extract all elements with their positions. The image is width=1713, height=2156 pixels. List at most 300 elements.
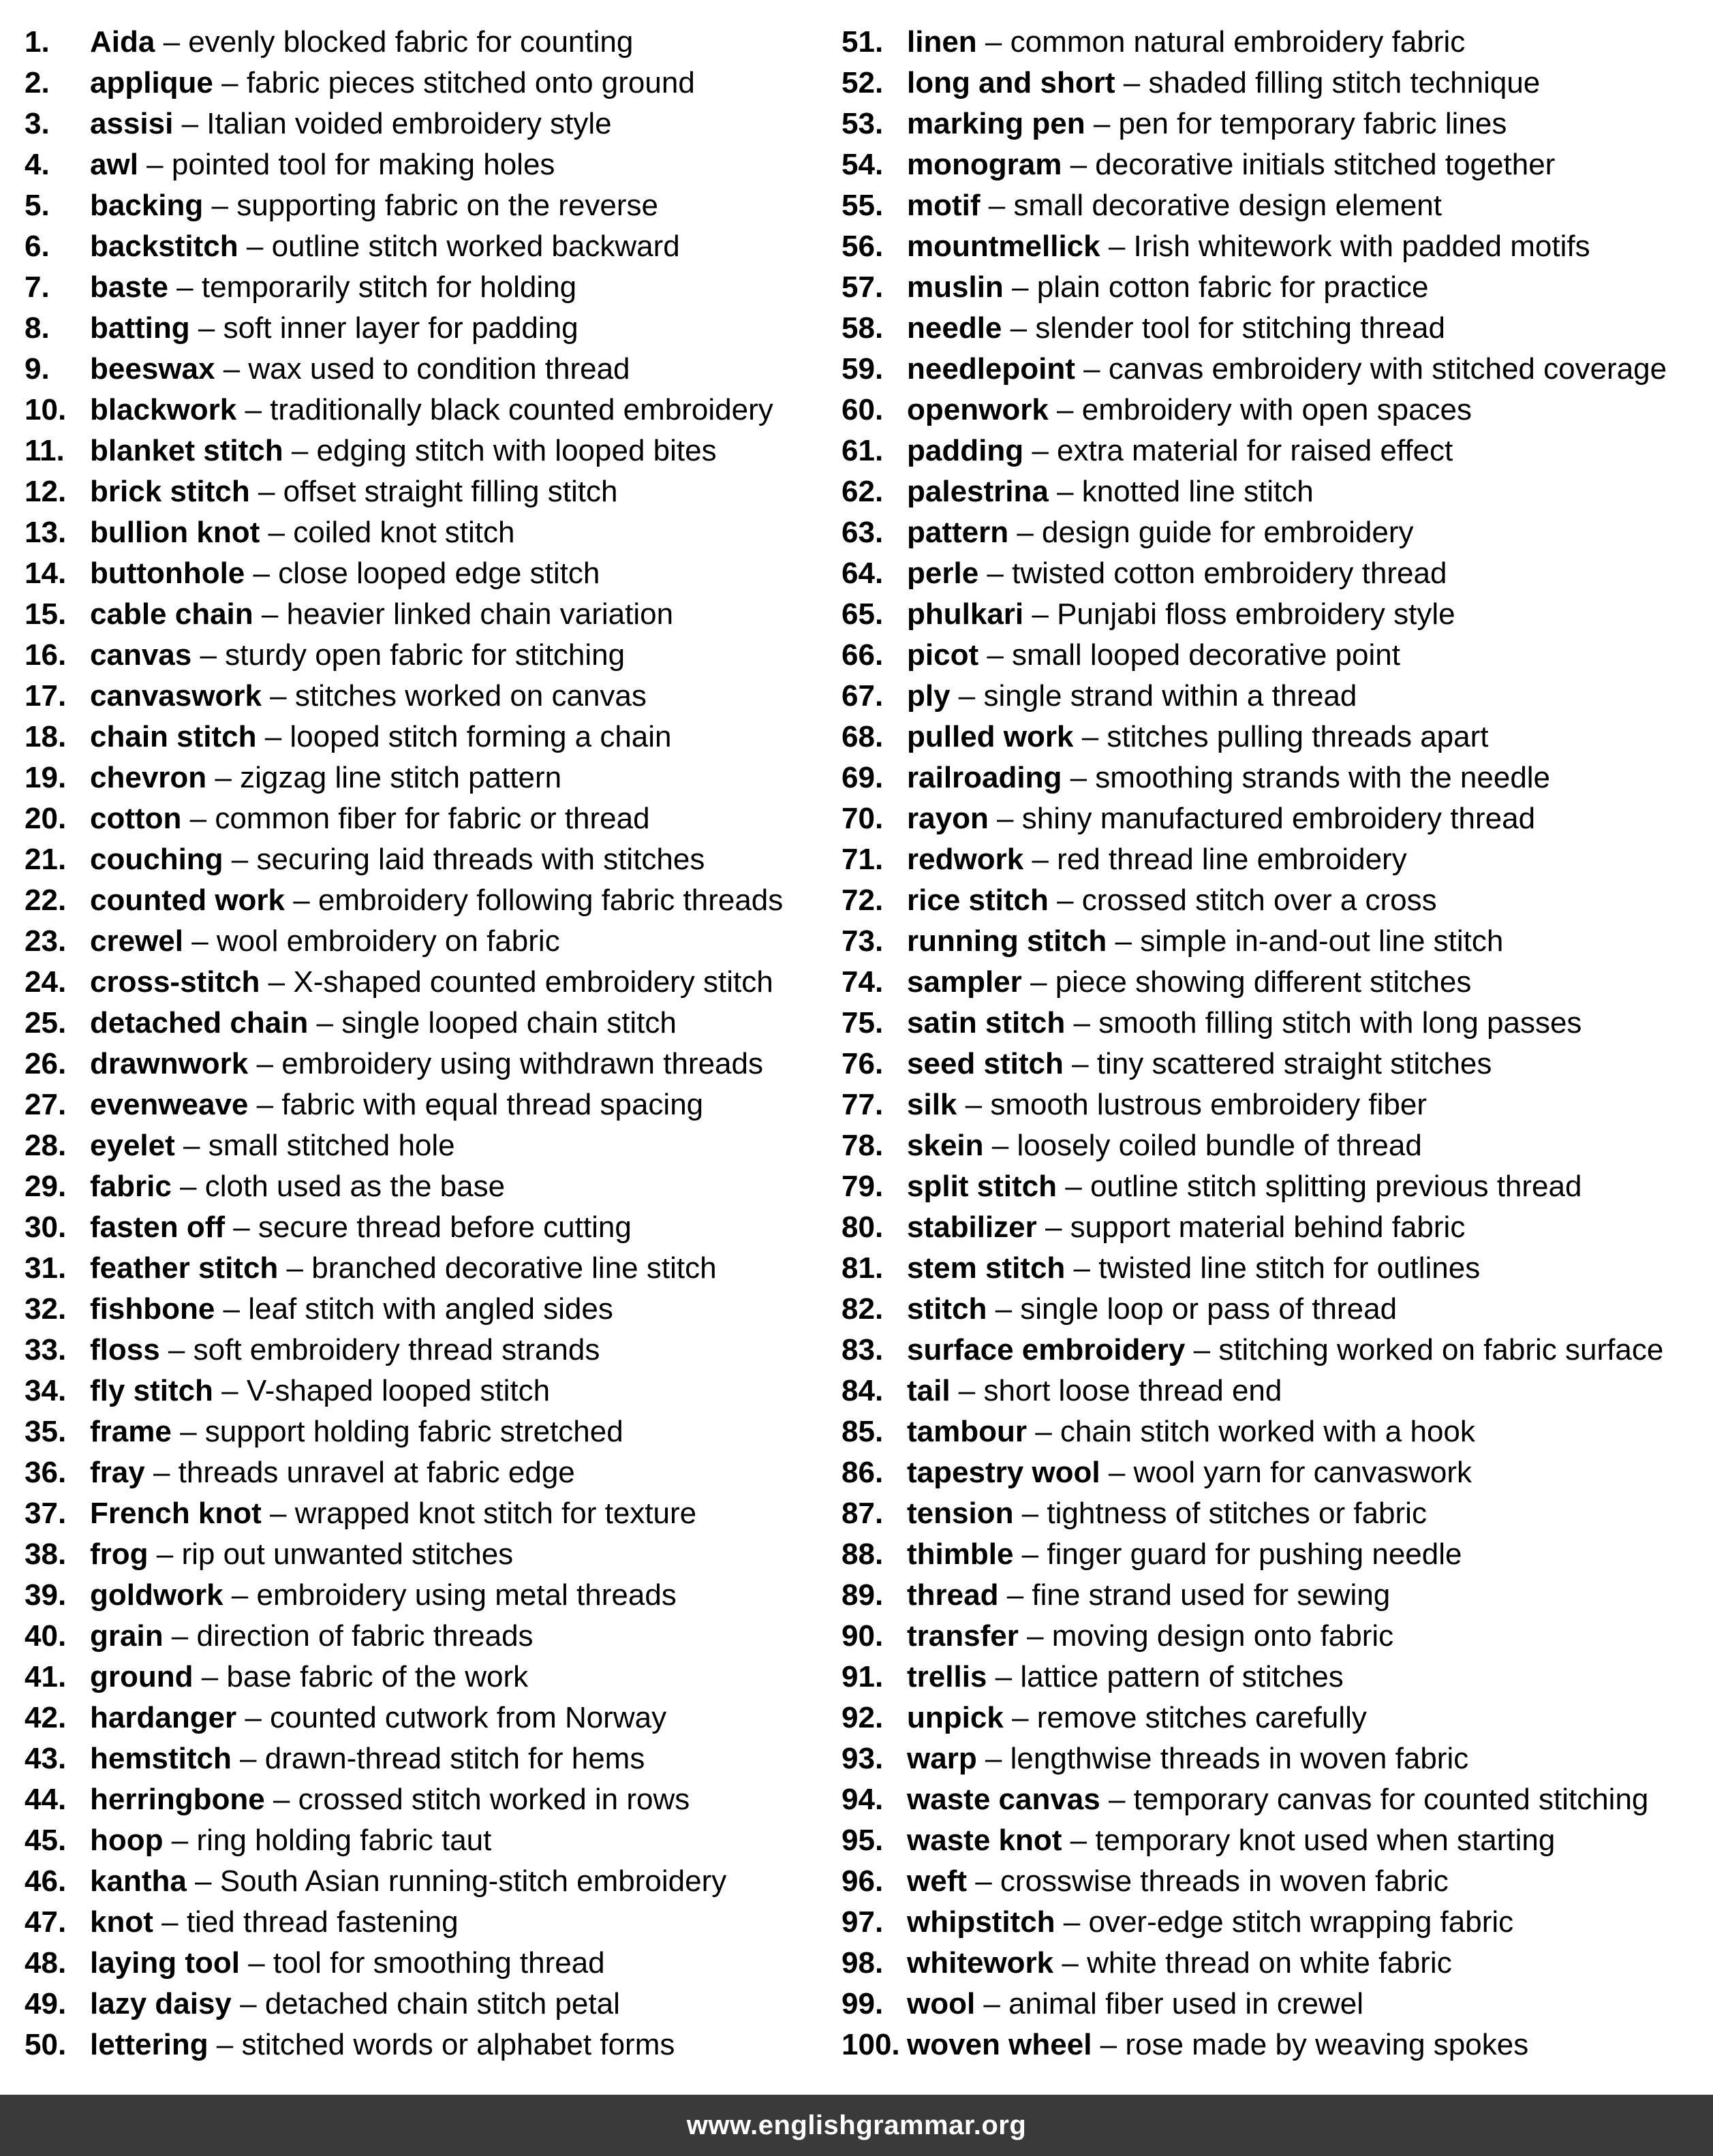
entry-definition: sturdy open fabric for stitching xyxy=(225,638,626,672)
glossary-entry xyxy=(25,1166,842,1207)
entry-term: blackwork xyxy=(90,393,237,426)
entry-term: long and short xyxy=(907,66,1115,99)
entry-definition: cloth used as the base xyxy=(204,1170,506,1203)
glossary-entry xyxy=(25,1820,842,1861)
glossary-entry xyxy=(25,1943,842,1984)
entry-number: 3. xyxy=(25,107,50,140)
entry-definition: lattice pattern of stitches xyxy=(1020,1660,1344,1693)
glossary-entry xyxy=(25,839,842,880)
entry-separator: – xyxy=(283,434,317,467)
entry-separator: – xyxy=(159,1333,194,1366)
glossary-entry xyxy=(842,1943,1710,1984)
entry-term: needlepoint xyxy=(907,352,1075,386)
entry-number: 64. xyxy=(842,557,884,590)
entry-term: silk xyxy=(907,1088,957,1121)
entry-definition: stitches worked on canvas xyxy=(294,679,647,713)
glossary-entry xyxy=(842,1248,1710,1289)
entry-definition: evenly blocked fabric for counting xyxy=(188,25,634,59)
entry-definition: over-edge stitch wrapping fabric xyxy=(1088,1905,1514,1939)
entry-term: brick stitch xyxy=(90,475,250,508)
glossary-entry xyxy=(842,144,1710,185)
entry-number: 51. xyxy=(842,25,884,59)
entry-definition: tool for smoothing thread xyxy=(273,1946,605,1980)
entry-definition: single looped chain stitch xyxy=(341,1006,677,1040)
glossary-entry xyxy=(842,1166,1710,1207)
entry-separator: – xyxy=(1065,1006,1099,1040)
entry-number: 56. xyxy=(842,230,884,263)
entry-term: Aida xyxy=(90,25,155,59)
glossary-entry xyxy=(25,1003,842,1044)
entry-number: 84. xyxy=(842,1374,884,1407)
entry-term: evenweave xyxy=(90,1088,249,1121)
entry-definition: wool embroidery on fabric xyxy=(216,924,560,958)
glossary-entry xyxy=(25,431,842,471)
entry-definition: outline stitch splitting previous thread xyxy=(1090,1170,1582,1203)
entry-term: crewel xyxy=(90,924,183,958)
entry-separator: – xyxy=(1100,230,1134,263)
entry-definition: heavier linked chain variation xyxy=(286,597,674,631)
glossary-entry xyxy=(842,1044,1710,1084)
entry-number: 20. xyxy=(25,802,67,835)
entry-separator: – xyxy=(236,1701,271,1734)
entry-term: backing xyxy=(90,189,204,222)
entry-separator: – xyxy=(208,2028,242,2061)
entry-definition: tiny scattered straight stitches xyxy=(1096,1047,1492,1080)
glossary-entry xyxy=(842,1984,1710,2025)
glossary-entry xyxy=(842,1003,1710,1044)
entry-number: 45. xyxy=(25,1824,67,1857)
entry-term: blanket stitch xyxy=(90,434,283,467)
footer-bar xyxy=(0,2095,1713,2156)
entry-number: 97. xyxy=(842,1905,884,1939)
entry-term: mountmellick xyxy=(907,230,1100,263)
entry-term: openwork xyxy=(907,393,1049,426)
glossary-entry xyxy=(25,798,842,839)
entry-number: 53. xyxy=(842,107,884,140)
entry-separator: – xyxy=(1021,965,1055,999)
glossary-entry xyxy=(842,267,1710,308)
footer-url[interactable]: www.englishgrammar.org xyxy=(686,2110,1027,2140)
entry-number: 11. xyxy=(25,434,65,467)
glossary-entry xyxy=(842,63,1710,104)
entry-number: 61. xyxy=(842,434,884,467)
entry-term: tail xyxy=(907,1374,951,1407)
entry-term: muslin xyxy=(907,270,1004,304)
entry-number: 32. xyxy=(25,1292,67,1326)
entry-number: 14. xyxy=(25,557,67,590)
glossary-entry xyxy=(842,1861,1710,1902)
entry-definition: shiny manufactured embroidery thread xyxy=(1021,802,1536,835)
entry-separator: – xyxy=(138,148,172,181)
glossary-entry xyxy=(842,921,1710,962)
entry-separator: – xyxy=(1048,393,1082,426)
entry-number: 88. xyxy=(842,1537,884,1571)
entry-separator: – xyxy=(285,884,318,917)
entry-term: batting xyxy=(90,311,190,345)
glossary-entry xyxy=(25,1411,842,1452)
glossary-entry xyxy=(25,1289,842,1330)
glossary-entry xyxy=(842,431,1710,471)
entry-definition: smooth lustrous embroidery fiber xyxy=(990,1088,1428,1121)
entry-definition: plain cotton fabric for practice xyxy=(1036,270,1429,304)
entry-term: stem stitch xyxy=(907,1251,1066,1285)
entry-number: 18. xyxy=(25,720,67,753)
entry-term: ground xyxy=(90,1660,194,1693)
entry-separator: – xyxy=(1107,924,1141,958)
glossary-entry xyxy=(842,962,1710,1003)
entry-separator: – xyxy=(213,1374,247,1407)
glossary-entry xyxy=(842,226,1710,267)
entry-number: 30. xyxy=(25,1210,67,1244)
entry-term: rice stitch xyxy=(907,884,1049,917)
entry-term: lazy daisy xyxy=(90,1987,232,2020)
glossary-entry xyxy=(842,2025,1710,2065)
entry-number: 72. xyxy=(842,884,884,917)
entry-definition: support material behind fabric xyxy=(1070,1210,1466,1244)
glossary-entry xyxy=(842,1820,1710,1861)
glossary-entry xyxy=(842,22,1710,63)
entry-separator: – xyxy=(978,638,1013,672)
entry-number: 37. xyxy=(25,1497,67,1530)
entry-number: 62. xyxy=(842,475,884,508)
entry-term: hoop xyxy=(90,1824,164,1857)
entry-term: pulled work xyxy=(907,720,1074,753)
entry-definition: temporary canvas for counted stitching xyxy=(1133,1783,1649,1816)
glossary-entry xyxy=(25,1861,842,1902)
entry-definition: leaf stitch with angled sides xyxy=(248,1292,613,1326)
entry-definition: soft inner layer for padding xyxy=(223,311,578,345)
entry-number: 28. xyxy=(25,1129,67,1162)
glossary-entry xyxy=(25,1984,842,2025)
entry-definition: X-shaped counted embroidery stitch xyxy=(293,965,773,999)
entry-definition: single loop or pass of thread xyxy=(1020,1292,1398,1326)
entry-term: warp xyxy=(907,1742,977,1775)
entry-definition: small stitched hole xyxy=(208,1129,455,1162)
entry-separator: – xyxy=(168,270,202,304)
entry-definition: close looped edge stitch xyxy=(278,557,600,590)
entry-separator: – xyxy=(148,1537,182,1571)
entry-separator: – xyxy=(988,802,1022,835)
entry-number: 81. xyxy=(842,1251,884,1285)
entry-term: ply xyxy=(907,679,951,713)
entry-number: 7. xyxy=(25,270,50,304)
glossary-entry xyxy=(25,104,842,144)
entry-separator: – xyxy=(1048,884,1082,917)
glossary-entry xyxy=(842,1575,1710,1616)
entry-separator: – xyxy=(236,393,271,426)
entry-term: herringbone xyxy=(90,1783,265,1816)
entry-term: feather stitch xyxy=(90,1251,279,1285)
entry-separator: – xyxy=(987,1292,1021,1326)
entry-definition: slender tool for stitching thread xyxy=(1035,311,1445,345)
entry-term: hemstitch xyxy=(90,1742,232,1775)
entry-separator: – xyxy=(1013,1537,1047,1571)
entry-term: baste xyxy=(90,270,168,304)
entry-term: French knot xyxy=(90,1497,262,1530)
entry-separator: – xyxy=(1003,1701,1037,1734)
entry-definition: stitches pulling threads apart xyxy=(1107,720,1489,753)
entry-number: 98. xyxy=(842,1946,884,1980)
entry-number: 47. xyxy=(25,1905,67,1939)
glossary-entry xyxy=(25,757,842,798)
glossary-entry xyxy=(25,390,842,431)
entry-term: monogram xyxy=(907,148,1062,181)
glossary-entry xyxy=(842,185,1710,226)
glossary-entry xyxy=(25,880,842,921)
entry-definition: white thread on white fabric xyxy=(1087,1946,1452,1980)
entry-definition: outline stitch worked backward xyxy=(271,230,680,263)
entry-number: 90. xyxy=(842,1619,884,1653)
entry-definition: smooth filling stitch with long passes xyxy=(1098,1006,1582,1040)
glossary-entry xyxy=(25,1125,842,1166)
entry-definition: wax used to condition thread xyxy=(248,352,630,386)
entry-definition: threads unravel at fabric edge xyxy=(178,1456,575,1489)
entry-separator: – xyxy=(256,720,290,753)
entry-definition: fine strand used for sewing xyxy=(1032,1578,1391,1612)
entry-term: fray xyxy=(90,1456,145,1489)
entry-definition: twisted cotton embroidery thread xyxy=(1012,557,1447,590)
entry-separator: – xyxy=(1023,843,1058,876)
entry-definition: single strand within a thread xyxy=(983,679,1357,713)
entry-separator: – xyxy=(186,1864,220,1898)
entry-definition: finger guard for pushing needle xyxy=(1047,1537,1462,1571)
entry-separator: – xyxy=(171,1415,205,1448)
entry-number: 99. xyxy=(842,1987,884,2020)
entry-separator: – xyxy=(260,516,294,549)
entry-definition: design guide for embroidery xyxy=(1042,516,1414,549)
entry-separator: – xyxy=(264,1783,298,1816)
glossary-entry xyxy=(842,390,1710,431)
entry-number: 8. xyxy=(25,311,50,345)
entry-definition: base fabric of the work xyxy=(226,1660,529,1693)
entry-number: 26. xyxy=(25,1047,67,1080)
glossary-entry xyxy=(25,512,842,553)
entry-term: goldwork xyxy=(90,1578,223,1612)
glossary-entry xyxy=(25,2025,842,2065)
glossary-entry xyxy=(25,1738,842,1779)
entry-number: 15. xyxy=(25,597,67,631)
glossary-entry xyxy=(842,1698,1710,1738)
entry-separator: – xyxy=(153,1905,187,1939)
entry-term: thread xyxy=(907,1578,999,1612)
entry-separator: – xyxy=(1062,1824,1096,1857)
glossary-entry xyxy=(25,22,842,63)
entry-term: bullion knot xyxy=(90,516,260,549)
entry-term: detached chain xyxy=(90,1006,309,1040)
entry-term: knot xyxy=(90,1905,153,1939)
entry-separator: – xyxy=(1062,148,1096,181)
entry-separator: – xyxy=(189,311,223,345)
entry-definition: traditionally black counted embroidery xyxy=(270,393,773,426)
entry-separator: – xyxy=(163,1824,197,1857)
glossary-entry xyxy=(25,921,842,962)
entry-definition: knotted line stitch xyxy=(1081,475,1314,508)
entry-separator: – xyxy=(998,1578,1032,1612)
entry-number: 49. xyxy=(25,1987,67,2020)
entry-separator: – xyxy=(1055,1905,1089,1939)
entry-number: 67. xyxy=(842,679,884,713)
entry-definition: Italian voided embroidery style xyxy=(206,107,612,140)
entry-definition: rose made by weaving spokes xyxy=(1125,2028,1529,2061)
glossary-entry xyxy=(25,226,842,267)
entry-number: 48. xyxy=(25,1946,67,1980)
entry-number: 25. xyxy=(25,1006,67,1040)
entry-term: running stitch xyxy=(907,924,1107,958)
entry-number: 60. xyxy=(842,393,884,426)
entry-separator: – xyxy=(1185,1333,1219,1366)
entry-term: weft xyxy=(907,1864,967,1898)
glossary-entry xyxy=(25,1575,842,1616)
glossary-entry xyxy=(25,1452,842,1493)
glossary-entry xyxy=(842,349,1710,390)
glossary-entry xyxy=(842,1371,1710,1411)
glossary-entry xyxy=(25,717,842,757)
entry-number: 9. xyxy=(25,352,50,386)
entry-term: pattern xyxy=(907,516,1009,549)
entry-definition: short loose thread end xyxy=(983,1374,1282,1407)
entry-term: seed stitch xyxy=(907,1047,1064,1080)
glossary-entry xyxy=(25,1534,842,1575)
entry-definition: embroidery using metal threads xyxy=(256,1578,677,1612)
entry-separator: – xyxy=(144,1456,179,1489)
entry-number: 46. xyxy=(25,1864,67,1898)
entry-number: 43. xyxy=(25,1742,67,1775)
entry-separator: – xyxy=(1062,761,1096,794)
entry-separator: – xyxy=(1100,1456,1134,1489)
glossary-entry xyxy=(842,757,1710,798)
entry-term: motif xyxy=(907,189,981,222)
entry-number: 5. xyxy=(25,189,50,222)
glossary-entry xyxy=(842,839,1710,880)
entry-definition: Irish whitework with padded motifs xyxy=(1133,230,1590,263)
glossary-entry xyxy=(842,104,1710,144)
glossary-entry xyxy=(25,1248,842,1289)
entry-number: 29. xyxy=(25,1170,67,1203)
entry-term: kantha xyxy=(90,1864,187,1898)
entry-definition: offset straight filling stitch xyxy=(283,475,618,508)
entry-number: 78. xyxy=(842,1129,884,1162)
glossary-entry xyxy=(842,1125,1710,1166)
entry-separator: – xyxy=(308,1006,342,1040)
entry-term: perle xyxy=(907,557,979,590)
glossary-entry xyxy=(842,1779,1710,1820)
entry-separator: – xyxy=(213,66,247,99)
glossary-entry xyxy=(842,1452,1710,1493)
entry-term: skein xyxy=(907,1129,984,1162)
entry-number: 68. xyxy=(842,720,884,753)
entry-number: 1. xyxy=(25,25,50,59)
entry-definition: pointed tool for making holes xyxy=(171,148,555,181)
glossary-entry xyxy=(25,349,842,390)
entry-separator: – xyxy=(193,1660,227,1693)
entry-number: 63. xyxy=(842,516,884,549)
glossary-entry xyxy=(842,1534,1710,1575)
entry-separator: – xyxy=(183,924,217,958)
entry-number: 52. xyxy=(842,66,884,99)
entry-term: fabric xyxy=(90,1170,172,1203)
entry-separator: – xyxy=(191,638,226,672)
glossary-entry xyxy=(842,880,1710,921)
entry-term: sampler xyxy=(907,965,1022,999)
glossary-entry xyxy=(25,185,842,226)
glossary-entry xyxy=(842,1289,1710,1330)
entry-separator: – xyxy=(261,679,295,713)
entry-term: fasten off xyxy=(90,1210,225,1244)
entry-number: 55. xyxy=(842,189,884,222)
entry-separator: – xyxy=(980,189,1014,222)
entry-term: satin stitch xyxy=(907,1006,1066,1040)
entry-definition: detached chain stitch petal xyxy=(264,1987,620,2020)
entry-separator: – xyxy=(173,107,207,140)
entry-separator: – xyxy=(1036,1210,1070,1244)
entry-definition: moving design onto fabric xyxy=(1051,1619,1394,1653)
entry-number: 34. xyxy=(25,1374,67,1407)
glossary-entry xyxy=(25,1330,842,1371)
entry-separator: – xyxy=(215,352,249,386)
entry-term: fishbone xyxy=(90,1292,215,1326)
entry-term: picot xyxy=(907,638,979,672)
entry-number: 89. xyxy=(842,1578,884,1612)
entry-definition: loosely coiled bundle of thread xyxy=(1017,1129,1422,1162)
entry-term: phulkari xyxy=(907,597,1024,631)
entry-number: 41. xyxy=(25,1660,67,1693)
glossary-entry xyxy=(25,635,842,676)
entry-term: needle xyxy=(907,311,1002,345)
entry-term: thimble xyxy=(907,1537,1014,1571)
entry-separator: – xyxy=(240,1946,273,1980)
entry-definition: looped stitch forming a chain xyxy=(290,720,672,753)
entry-term: wool xyxy=(907,1987,976,2020)
entry-number: 21. xyxy=(25,843,67,876)
entry-separator: – xyxy=(1008,516,1043,549)
entry-term: couching xyxy=(90,843,223,876)
entry-number: 75. xyxy=(842,1006,884,1040)
entry-definition: small looped decorative point xyxy=(1012,638,1400,672)
entry-separator: – xyxy=(155,25,189,59)
entry-separator: – xyxy=(245,557,279,590)
entry-term: rayon xyxy=(907,802,989,835)
glossary-entry xyxy=(842,1207,1710,1248)
entry-definition: ring holding fabric taut xyxy=(196,1824,492,1857)
entry-number: 31. xyxy=(25,1251,67,1285)
glossary-entry xyxy=(25,1493,842,1534)
entry-definition: fabric pieces stitched onto ground xyxy=(246,66,695,99)
entry-definition: common fiber for fabric or thread xyxy=(215,802,650,835)
entry-separator: – xyxy=(1018,1619,1052,1653)
entry-term: floss xyxy=(90,1333,160,1366)
entry-term: frame xyxy=(90,1415,172,1448)
entry-separator: – xyxy=(1092,2028,1126,2061)
entry-number: 23. xyxy=(25,924,67,958)
glossary-list xyxy=(0,22,1713,2065)
entry-definition: temporarily stitch for holding xyxy=(201,270,577,304)
entry-separator: – xyxy=(253,597,287,631)
entry-number: 71. xyxy=(842,843,884,876)
entry-definition: securing laid threads with stitches xyxy=(256,843,705,876)
entry-definition: support holding fabric stretched xyxy=(204,1415,623,1448)
entry-separator: – xyxy=(231,1987,265,2020)
entry-separator: – xyxy=(248,1047,282,1080)
entry-number: 44. xyxy=(25,1783,67,1816)
entry-term: awl xyxy=(90,148,138,181)
entry-definition: simple in-and-out line stitch xyxy=(1140,924,1504,958)
entry-number: 66. xyxy=(842,638,884,672)
glossary-entry xyxy=(842,553,1710,594)
glossary-entry xyxy=(842,1657,1710,1698)
entry-definition: edging stitch with looped bites xyxy=(316,434,717,467)
entry-definition: red thread line embroidery xyxy=(1057,843,1407,876)
entry-term: grain xyxy=(90,1619,164,1653)
